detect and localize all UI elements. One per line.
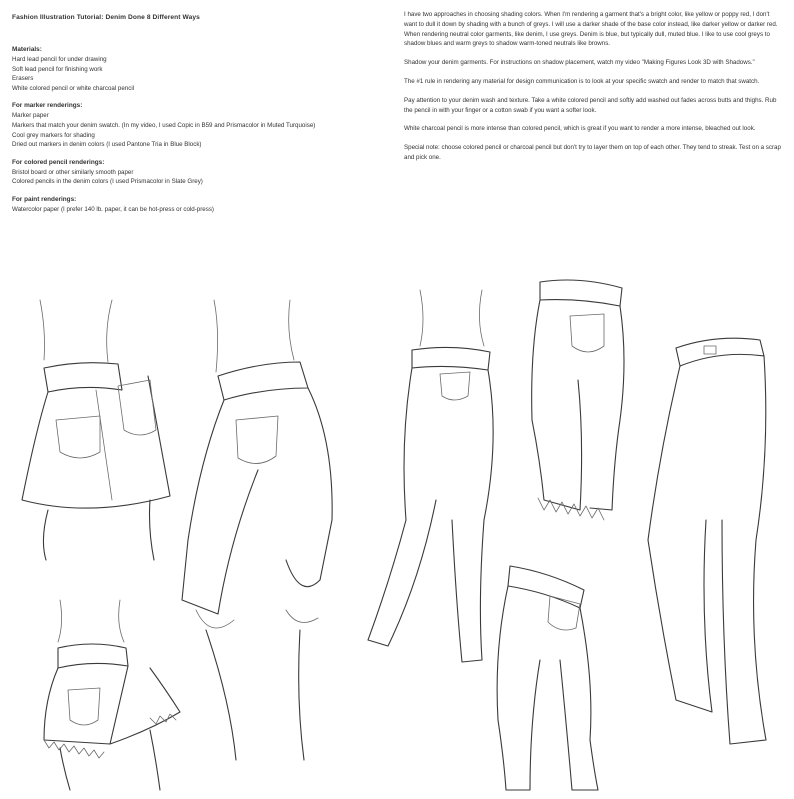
tip-paragraph: White charcoal pencil is more intense than colored pencil, which is great if you want to render a more intense, bleached out look. xyxy=(404,125,756,133)
marker-section xyxy=(12,102,382,149)
tip-paragraph: Special note: choose colored pencil or charcoal pencil but don't try to layer them on top of each other. They tend to streak. Test on a scrap and pick one. xyxy=(404,144,781,161)
sketch-frayed-shorts xyxy=(44,600,180,790)
tip-paragraph: Shadow your denim garments. For instructions on shadow placement, watch my video "Making Figures Look 3D with Shadows." xyxy=(404,59,755,67)
paint-section xyxy=(12,196,382,215)
section-heading: For colored pencil renderings: xyxy=(12,158,105,166)
list-item: Markers that match your denim swatch. (In my video, I used Copic in B59 and Prismacolor in Muted Turquoise) xyxy=(12,121,316,129)
denim-sketches xyxy=(0,262,794,794)
list-item: Cool grey markers for shading xyxy=(12,131,95,139)
list-item: Marker paper xyxy=(12,112,49,120)
tip-paragraph: The #1 rule in rendering any material for design communication is to look at your specific swatch and render to match that swatch. xyxy=(404,77,760,85)
list-item: Watercolor paper (I prefer 140 lb. paper, it can be hot-press or cold-press) xyxy=(12,205,214,213)
list-item: Hard lead pencil for under drawing xyxy=(12,56,107,63)
tip-paragraph: I have two approaches in choosing shading colors. When I'm rendering a garment that's a bright color, like yellow or poppy red, I don't want to dull it down by shading with a bunch of greys. I will use a darker shade of the base color instead, like darker yellow or darker red. When rendering neutral color garments, like denim, I use greys. Denim is blue, but typically dull, muted blue. I like to use cool greys to shadow blues and warm greys to shadow warm-toned neutrals like browns. xyxy=(404,11,778,48)
list-item: Bristol board or other similarly smooth paper xyxy=(12,168,134,176)
sketch-denim-skirt xyxy=(22,300,170,560)
materials-section xyxy=(12,46,382,93)
list-item: White colored pencil or white charcoal pencil xyxy=(12,84,135,92)
sketch-wide-leg xyxy=(648,338,766,744)
tips-column xyxy=(404,10,782,172)
materials-column xyxy=(12,14,382,224)
section-heading: For paint renderings: xyxy=(12,195,77,203)
colored-pencil-section xyxy=(12,159,382,187)
document-title: Fashion Illustration Tutorial: Denim Done 8 Different Ways xyxy=(12,14,200,21)
list-item: Erasers xyxy=(12,75,34,83)
sketch-boyfriend-jeans xyxy=(182,300,332,760)
list-item: Dried out markers in denim colors (I used Pantone Tria in Blue Block) xyxy=(12,141,202,149)
sketch-skinny-capri xyxy=(368,290,493,662)
section-heading: For marker renderings: xyxy=(12,102,83,110)
sketch-canvas xyxy=(0,262,794,794)
sketch-frayed-crop xyxy=(532,280,624,520)
list-item: Soft lead pencil for finishing work xyxy=(12,65,103,73)
tip-paragraph: Pay attention to your denim wash and texture. Take a white colored pencil and softly add washed out fades across butts and thighs. Rub the pencil in with your finger or a cotton swab if you want a softer look. xyxy=(404,96,777,114)
section-heading: Materials: xyxy=(12,46,42,53)
list-item: Colored pencils in the denim colors (I used Prismacolor in Slate Grey) xyxy=(12,178,203,186)
sketch-skinny-jeans xyxy=(497,566,598,790)
